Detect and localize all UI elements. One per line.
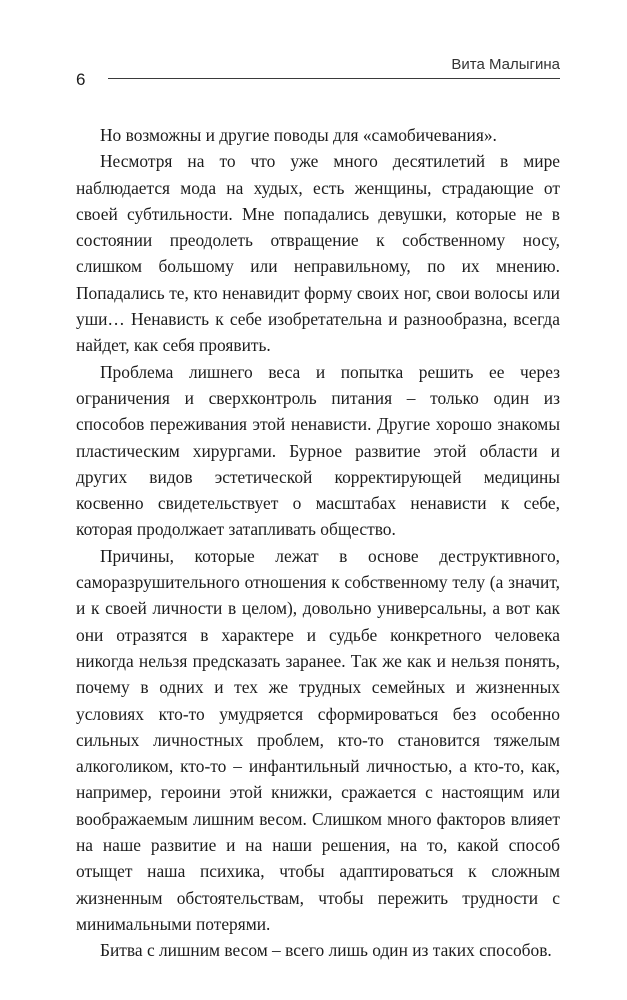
paragraph: Несмотря на то что уже много десятилетий в мире наблюдается мода на худых, есть женщины, страдающие от своей субтильности. Мне попадались девушки, которые не в состоянии преодолеть отвращение к собственному носу, слишком большому или неправильному, по их мнению. Попадались те, кто ненавидит форму своих ног, свои волосы или уши… Ненависть к себе изобретательна и разнообразна, всегда найдет, как себя проявить. <box>76 151 560 356</box>
body-text <box>76 122 560 964</box>
paragraph: Проблема лишнего веса и попытка решить ее через ограничения и сверхконтроль питания – только один из способов переживания этой ненависти. Другие хорошо знакомы пластическим хирургами. Бурное развитие этой области и других видов эстетической корректирующей медицины косвенно свидетельствует о масштабах ненависти к себе, которая продолжает затапливать общество. <box>76 361 560 540</box>
paragraph: Причины, которые лежат в основе деструктивного, саморазрушительного отношения к собственному телу (а значит, и к своей личности в целом), довольно универсальны, а вот как они отразятся в характере и судьбе конкретного человека никогда нельзя предсказать заранее. Так же как и нельзя понять, почему в одних и тех же трудных семейных и жизненных условиях кто-то умудряется сформироваться без особенно сильных личностных проблем, кто-то становится тяжелым алкоголиком, кто-то – инфантильный личностью, а кто-то, как, например, героини этой книжки, сражается с настоящим или воображаемым лишним весом. Слишком много факторов влияет на наше развитие и на наши решения, на то, какой способ отыщет наша психика, чтобы адаптироваться к сложным жизненным обстоятельствам, чтобы пережить трудности с минимальными потерями. <box>76 545 560 934</box>
page-number: 6 <box>76 70 86 89</box>
running-head-author: Вита Малыгина <box>451 56 560 73</box>
paragraph: Битва с лишним весом – всего лишь один из таких способов. <box>100 940 552 961</box>
paragraph: Но возможны и другие поводы для «самобичевания». <box>100 125 497 145</box>
page-header <box>76 56 560 90</box>
header-rule <box>108 78 560 79</box>
